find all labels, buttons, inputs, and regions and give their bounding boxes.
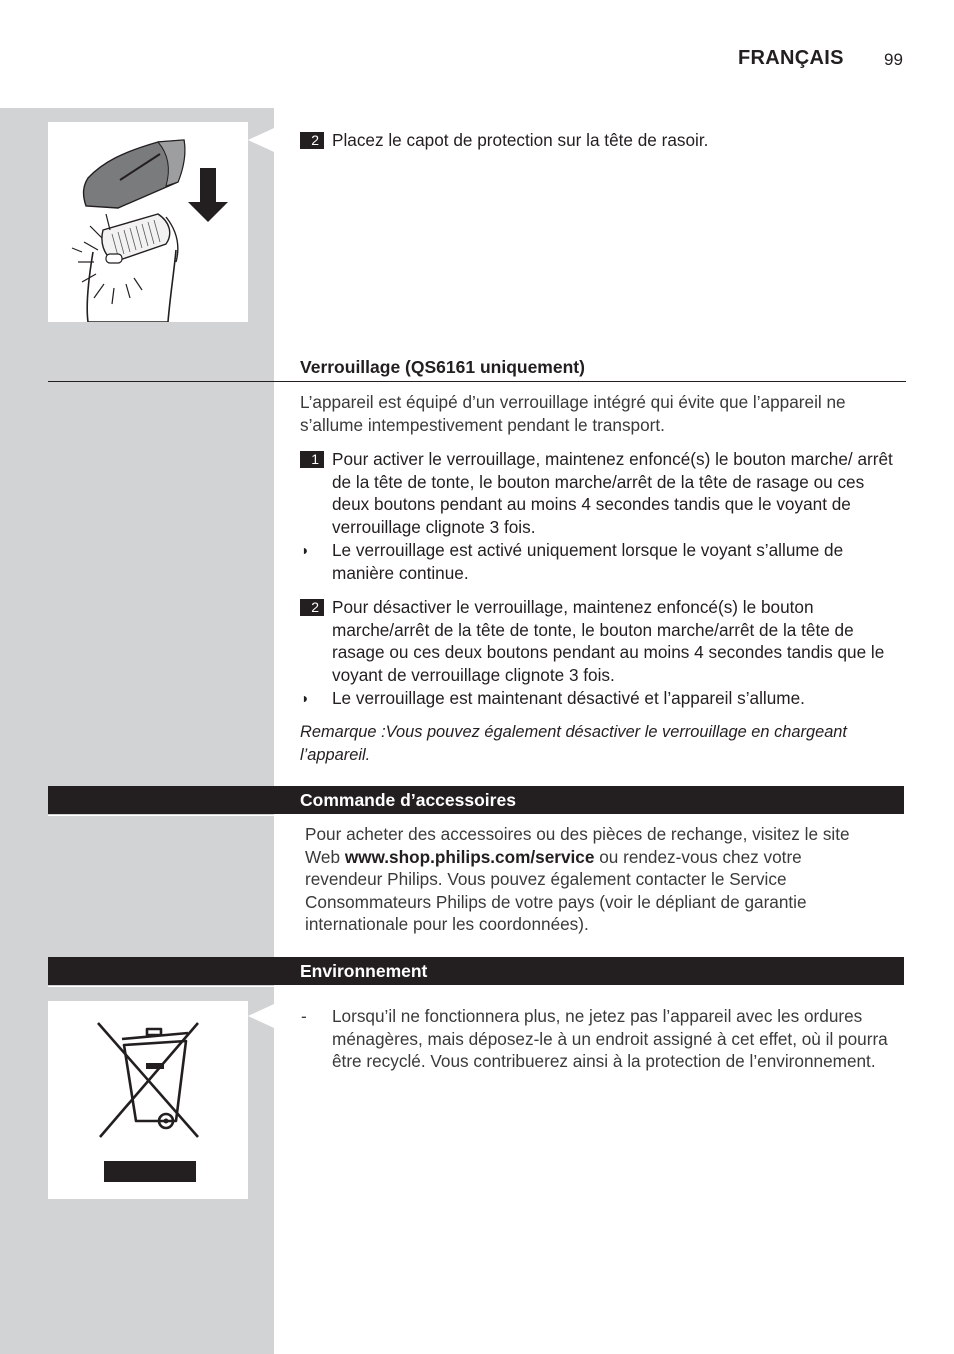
accessories-section-title: Commande d’accessoires — [300, 790, 516, 810]
environment-text: Lorsqu’il ne fonctionnera plus, ne jetez pas l’appareil avec les ordures ménagères, mais déposez-le à un endroit assigné à cet effet, où il pourra être recyclé. Vous contribuerez ainsi à la protection de l’environnement. — [332, 1006, 888, 1072]
section-rule — [48, 381, 906, 382]
lock-intro: L’appareil est équipé d’un verrouillage intégré qui évite que l’appareil ne s’allume intempestivement pendant le transport. — [300, 392, 846, 435]
result-bullet-icon: ◗ — [301, 690, 310, 706]
accessories-section-bar — [48, 786, 904, 814]
step-number-badge: 1 — [300, 451, 324, 468]
accessories-text — [300, 823, 860, 936]
environment-section-title: Environnement — [300, 961, 428, 981]
section-bar-underline — [48, 815, 906, 816]
lock-step-1 — [300, 448, 906, 538]
lock-step-1-text: Pour activer le verrouillage, maintenez enfoncé(s) le bouton marche/ arrêt de la tête de tonte, le bouton marche/arrêt de la tête de rasage ou ces deux boutons pendant au moins 4 secondes tandis que le voyant de verrouillage clignote 3 fois. — [332, 449, 893, 537]
cap-step-text: Placez le capot de protection sur la tête de rasoir. — [332, 130, 709, 150]
figure-pointer — [248, 128, 274, 152]
lock-step-2-text: Pour désactiver le verrouillage, maintenez enfoncé(s) le bouton marche/arrêt de la tête de tonte, le bouton marche/arrêt de la tête de rasage ou ces deux boutons pendant au moins 4 secondes tandis que le voyant de verrouillage clignote 3 fois. — [332, 597, 885, 685]
lock-step-2-result-text: Le verrouillage est maintenant désactivé et l’appareil s’allume. — [332, 688, 805, 708]
lock-step-1-result-text: Le verrouillage est activé uniquement lorsque le voyant s’allume de manière continue. — [332, 540, 844, 583]
header-language: FRANÇAIS — [738, 47, 844, 69]
shaver-cap-icon — [48, 122, 248, 322]
step-number-badge: 2 — [300, 599, 324, 616]
lock-section-title: Verrouillage (QS6161 uniquement) — [300, 357, 585, 377]
lock-step-2 — [300, 596, 906, 686]
header-page-number: 99 — [884, 50, 903, 69]
shaver-cap-illustration — [48, 122, 248, 322]
result-bullet-icon: ◗ — [301, 542, 310, 558]
lock-note: Remarque :Vous pouvez également désactiver le verrouillage en chargeant l’appareil. — [300, 723, 847, 764]
list-dash: - — [301, 1006, 307, 1026]
crossed-out-bin-icon — [48, 1001, 248, 1199]
crossed-out-bin-illustration — [48, 1001, 248, 1199]
figure-pointer — [248, 1004, 274, 1028]
accessories-text-before: Pour acheter des accessoires ou des pièces de rechange, visitez le site Web — [305, 824, 850, 867]
environment-section-bar — [48, 957, 904, 985]
accessories-text-after: ou rendez-vous chez votre revendeur Philips. Vous pouvez également contacter le Service Consommateurs Philips de votre pays (voir le dépliant de garantie internationale pour les coordonnées). — [305, 846, 807, 935]
section-bar-underline — [48, 986, 906, 987]
environment-item — [300, 1005, 906, 1073]
accessories-url-link[interactable]: www.shop.philips.com/service — [344, 846, 595, 867]
lock-step-2-result — [300, 687, 906, 710]
step-number-badge: 2 — [300, 132, 324, 149]
lock-step-1-result — [300, 539, 906, 584]
cap-step — [300, 129, 906, 152]
